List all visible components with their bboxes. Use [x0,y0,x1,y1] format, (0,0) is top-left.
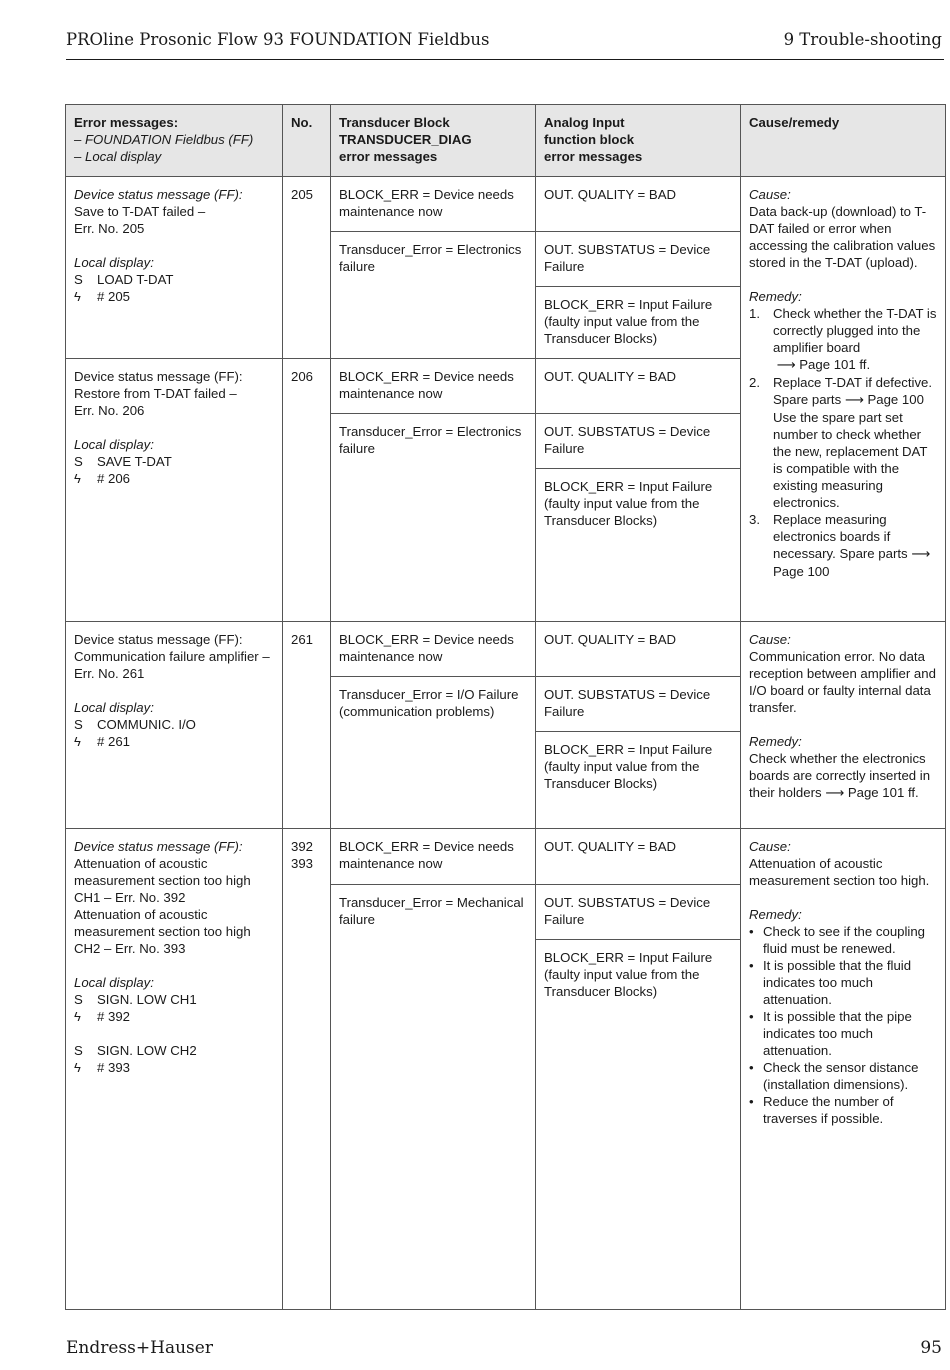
remedy-step [749,374,937,511]
step-text: Replace T-DAT if defective. Spare parts [773,375,933,408]
remedy-text [749,750,937,802]
remedy-steps [749,305,937,580]
display-code: # 261 [97,734,131,750]
message-text: Attenuation of acoustic measurement section too high CH2 – Err. No. 393 [74,907,251,957]
header-col1-title: Error messages: [74,115,179,130]
remedy-step [749,305,937,374]
remedy-bullet: • Reduce the number of traverses if possible. [749,1093,937,1127]
error-number [283,829,331,1310]
out-quality: OUT. QUALITY = BAD [536,829,741,884]
transducer-error: Transducer_Error = I/O Failure (communication problems) [331,677,536,829]
local-display-label: Local display: [74,437,154,453]
cause-remedy-tdat [741,177,946,622]
local-display-label: Local display: [74,975,154,991]
status-symbol: S [74,454,83,470]
table-row [66,622,946,677]
transducer-block-err: BLOCK_ERR = Device needs maintenance now [331,622,536,677]
header-col1-ff: – FOUNDATION Fieldbus (FF) [74,132,254,147]
transducer-block-err: BLOCK_ERR = Device needs maintenance now [331,177,536,232]
header-col4-line: error messages [544,149,643,164]
block-err-input: BLOCK_ERR = Input Failure (faulty input value from the Transducer Blocks) [536,939,741,1309]
header-error-messages [66,105,283,177]
page-number: 95 [920,1338,942,1358]
header-col1-local: – Local display [74,149,162,164]
display-text: SIGN. LOW CH2 [97,1043,197,1059]
bullet-text: It is possible that the pipe indicates too much attenuation. [763,1009,912,1059]
header-no: No. [283,105,331,177]
error-number: 206 [283,359,331,622]
transducer-error: Transducer_Error = Electronics failure [331,232,536,359]
error-206-message [66,359,283,622]
cause-remedy-attenuation [741,829,946,1310]
device-status-label: Device status message (FF): [74,369,243,385]
running-header-section: 9 Trouble-shooting [783,30,942,49]
message-text: Err. No. 205 [74,221,145,237]
header-col4-line: function block [544,132,635,147]
remedy-label: Remedy: [749,734,802,750]
out-quality: OUT. QUALITY = BAD [536,359,741,414]
table-row [66,177,946,232]
remedy-bullet: • It is possible that the pipe indicates too much attenuation. [749,1008,937,1059]
remedy-bullet: • Check the sensor distance (installation dimensions). [749,1059,937,1093]
message-text: Restore from T-DAT failed – [74,386,237,402]
cause-text: Communication error. No data reception between amplifier and I/O board or faulty internal data transfer. [749,649,936,716]
arrow-right-icon: ⟶ [776,358,796,374]
message-text: Err. No. 206 [74,403,145,419]
error-number: 261 [283,622,331,829]
device-status-label: Device status message (FF): [74,839,243,855]
lightning-icon: ϟ [74,289,81,305]
lightning-icon: ϟ [74,1060,81,1076]
out-quality: OUT. QUALITY = BAD [536,177,741,232]
table-header-row [66,105,946,177]
display-text: LOAD T-DAT [97,272,174,288]
bullet-text: Check to see if the coupling fluid must be renewed. [763,924,926,957]
footer-brand: Endress+Hauser [66,1338,213,1358]
remedy-label: Remedy: [749,289,802,305]
arrow-right-icon: ⟶ [844,393,864,409]
out-substatus: OUT. SUBSTATUS = Device Failure [536,232,741,287]
step-text: Check whether the T-DAT is correctly plugged into the amplifier board [773,306,937,356]
local-display-label: Local display: [74,255,154,271]
header-col4-line: Analog Input [544,115,625,130]
remedy-bullets [749,923,937,1127]
header-cause-remedy: Cause/remedy [741,105,946,177]
device-status-label: Device status message (FF): [74,187,243,203]
error-392-393-message [66,829,283,1310]
message-text: Communication failure amplifier – [74,649,270,665]
device-status-label: Device status message (FF): [74,632,243,648]
lightning-icon: ϟ [74,471,81,487]
display-code: # 206 [97,471,131,487]
cause-remedy-comm [741,622,946,829]
display-code: # 205 [97,289,131,305]
message-text: Attenuation of acoustic measurement section too high CH1 – Err. No. 392 [74,856,251,906]
error-number-value: 393 [291,856,314,872]
remedy-bullet: • Check to see if the coupling fluid must be renewed. [749,923,937,957]
display-text: COMMUNIC. I/O [97,717,196,733]
error-messages-table [65,104,946,1310]
remedy-body: Check whether the electronics boards are correctly inserted in their holders [749,751,931,801]
out-quality: OUT. QUALITY = BAD [536,622,741,677]
cause-label: Cause: [749,187,791,203]
error-number: 205 [283,177,331,359]
display-code: # 393 [97,1060,131,1076]
message-text: Save to T-DAT failed – [74,204,206,220]
lightning-icon: ϟ [74,1009,81,1025]
header-col3-line: TRANSDUCER_DIAG [339,132,472,147]
transducer-block-err: BLOCK_ERR = Device needs maintenance now [331,829,536,884]
block-err-input: BLOCK_ERR = Input Failure (faulty input value from the Transducer Blocks) [536,287,741,359]
arrow-right-icon: ⟶ [911,547,931,563]
step-text: Replace measuring electronics boards if necessary. Spare parts [773,512,908,562]
block-err-input: BLOCK_ERR = Input Failure (faulty input value from the Transducer Blocks) [536,732,741,829]
running-header-title: PROline Prosonic Flow 93 FOUNDATION Fieldbus [66,30,490,49]
header-col3-line: error messages [339,149,438,164]
arrow-right-icon: ⟶ [825,786,845,802]
step-number: 2. [749,375,760,391]
display-text: SIGN. LOW CH1 [97,992,197,1008]
error-261-message [66,622,283,829]
status-symbol: S [74,1043,83,1059]
message-text: Err. No. 261 [74,666,145,682]
error-number-value: 392 [291,839,314,855]
bullet-text: It is possible that the fluid indicates too much attenuation. [763,958,912,1008]
cause-label: Cause: [749,632,791,648]
page-ref: Page 100 [867,392,924,408]
cause-text: Data back-up (download) to T-DAT failed or error when accessing the calibration values stored in the T-DAT (upload). [749,204,936,271]
display-code: # 392 [97,1009,131,1025]
remedy-step [749,511,937,580]
transducer-error: Transducer_Error = Electronics failure [331,414,536,622]
page-ref: Page 100 [773,564,830,580]
page-ref: Page 101 ff. [799,357,871,373]
cause-label: Cause: [749,839,791,855]
bullet-text: Reduce the number of traverses if possible. [763,1094,894,1127]
block-err-input: BLOCK_ERR = Input Failure (faulty input value from the Transducer Blocks) [536,469,741,622]
table-row [66,829,946,884]
out-substatus: OUT. SUBSTATUS = Device Failure [536,677,741,732]
step-number: 3. [749,512,760,528]
transducer-block-err: BLOCK_ERR = Device needs maintenance now [331,359,536,414]
out-substatus: OUT. SUBSTATUS = Device Failure [536,414,741,469]
step-number: 1. [749,306,760,322]
local-display-label: Local display: [74,700,154,716]
header-rule [66,59,944,60]
transducer-error: Transducer_Error = Mechanical failure [331,884,536,1309]
status-symbol: S [74,992,83,1008]
lightning-icon: ϟ [74,734,81,750]
remedy-bullet: • It is possible that the fluid indicates too much attenuation. [749,957,937,1008]
step-extra: Use the spare part set number to check whether the new, replacement DAT is compatible with the existing measuring electronics. [773,410,928,511]
cause-text: Attenuation of acoustic measurement section too high. [749,856,930,889]
remedy-label: Remedy: [749,907,802,923]
header-col3-line: Transducer Block [339,115,450,130]
status-symbol: S [74,717,83,733]
bullet-text: Check the sensor distance (installation dimensions). [763,1060,919,1093]
display-text: SAVE T-DAT [97,454,172,470]
error-205-message [66,177,283,359]
header-transducer-block [331,105,536,177]
header-analog-input [536,105,741,177]
out-substatus: OUT. SUBSTATUS = Device Failure [536,884,741,939]
status-symbol: S [74,272,83,288]
page-ref: Page 101 ff. [847,785,919,801]
